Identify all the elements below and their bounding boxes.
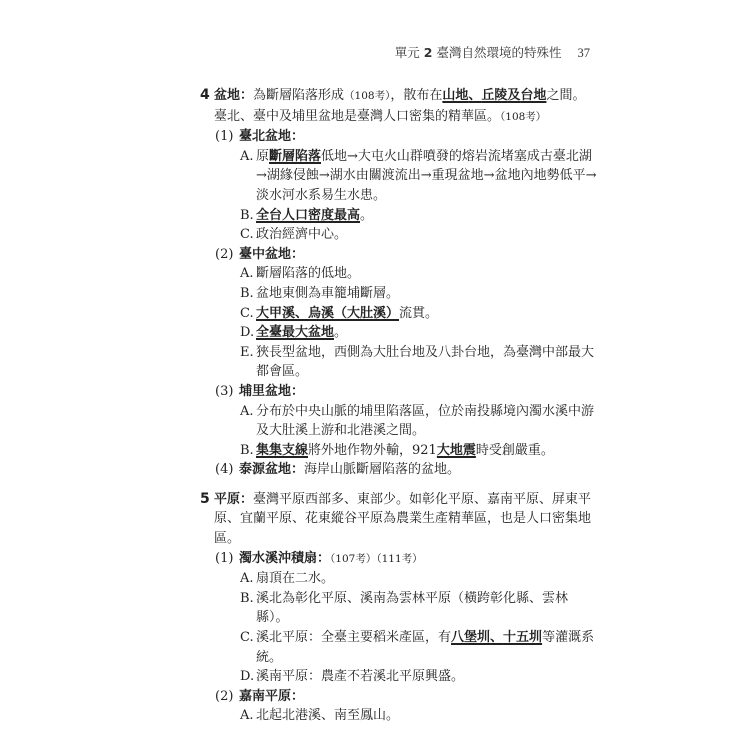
list-item: A. 北起北港溪、南至鳳山。 [240, 708, 400, 724]
subsection-title: 嘉南平原 [239, 688, 292, 704]
subsection-jianan: (2) 嘉南平原： [215, 688, 305, 704]
subsection-title: 臺北盆地 [239, 129, 292, 145]
running-header [395, 43, 590, 61]
keyword: 集集支線 [256, 442, 309, 458]
page-body [200, 86, 600, 726]
keyword: 台地 [520, 88, 547, 103]
list-item: D. 溪南平原：農產不若溪北平原興盛。 [240, 669, 465, 685]
list-item: B. 溪北為彰化平原、溪南為雲林平原（橫跨彰化縣、雲林縣）。 [240, 590, 569, 626]
chapter-title: 臺灣自然環境的特殊性 [436, 45, 562, 60]
keyword: 大甲溪、烏溪（大肚溪） [256, 305, 400, 321]
exam-note: （107考） [330, 552, 377, 565]
list-item: C. 政治經濟中心。 [240, 227, 348, 243]
list-item: C. 大甲溪、烏溪（大肚溪）流貫。 [240, 305, 439, 321]
keyword: 八堡圳 [451, 630, 491, 646]
exam-note: （111考） [376, 552, 423, 565]
keyword: 山地 [442, 88, 469, 103]
subsection-taipei: (1) 臺北盆地： [215, 129, 305, 145]
list-item: A. 原斷層陷落低地→大屯火山群噴發的熔岩流堵塞成古臺北湖→湖緣侵蝕→湖水由關渡流出→重現盆地→盆地內地勢低平→淡水河水系易生水患。 [240, 148, 597, 203]
keyword: 全臺最大盆地 [256, 325, 335, 341]
unit-number: 2 [423, 45, 433, 60]
keyword: 斷層陷落 [269, 148, 322, 164]
list-item: B. 集集支線將外地作物外輸，921大地震時受創嚴重。 [240, 442, 554, 458]
keyword: 丘陵 [481, 88, 508, 103]
section-intro: 盆地：為斷層陷落形成（108考），散布在山地、丘陵及台地之間。 臺北、臺中及埔里盆地是臺灣人口密集的精華區。（108考） [214, 88, 586, 124]
subsection-taiyuan: (4) 泰源盆地：海岸山脈斷層陷落的盆地。 [215, 462, 461, 478]
keyword: 全台人口密度最高 [256, 207, 361, 223]
subsection-title: 臺中盆地 [239, 246, 292, 262]
list-item: B. 全台人口密度最高。 [240, 207, 374, 223]
subsection-zhuoshui: (1) 濁水溪沖積扇：（107考）（111考） [215, 550, 423, 566]
exam-note: （108考） [500, 110, 547, 123]
section-title: 盆地 [214, 88, 241, 103]
list-item: B. 盆地東側為車籠埔斷層。 [240, 285, 400, 301]
section-plains [200, 490, 600, 726]
subsection-puli: (3) 埔里盆地： [215, 383, 305, 399]
subsection-title: 埔里盆地 [239, 383, 292, 399]
section-basins [200, 86, 600, 480]
keyword: 十五圳 [503, 630, 543, 646]
section-intro: 平原：臺灣平原西部多、東部少。如彰化平原、嘉南平原、屏東平原、宜蘭平原、花東縱谷平原為農業生產精華區，也是人口密集地區。 [214, 491, 592, 547]
list-item: E. 狹長型盆地，西側為大肚台地及八卦台地，為臺灣中部最大都會區。 [240, 344, 595, 380]
subsection-title: 泰源盆地 [239, 462, 292, 478]
section-number: 5 [200, 490, 210, 507]
section-title: 平原 [214, 491, 241, 507]
list-item: A. 分布於中央山脈的埔里陷落區，位於南投縣境內濁水溪中游及大肚溪上游和北港溪之間。 [240, 403, 595, 439]
subsection-taichung: (2) 臺中盆地： [215, 246, 305, 262]
keyword: 大地震 [436, 442, 476, 458]
subsection-title: 濁水溪沖積扇 [239, 550, 318, 566]
list-item: A. 扇頂在二水。 [240, 571, 335, 587]
section-number: 4 [200, 87, 210, 103]
list-item: A. 斷層陷落的低地。 [240, 266, 361, 282]
list-item: D. 全臺最大盆地。 [240, 325, 348, 341]
exam-note: （108考） [344, 90, 391, 102]
list-item: C. 溪北平原：全臺主要稻米產區，有八堡圳、十五圳等灌溉系統。 [240, 630, 595, 665]
unit-label: 單元 [394, 45, 420, 60]
page-number: 37 [577, 46, 590, 60]
